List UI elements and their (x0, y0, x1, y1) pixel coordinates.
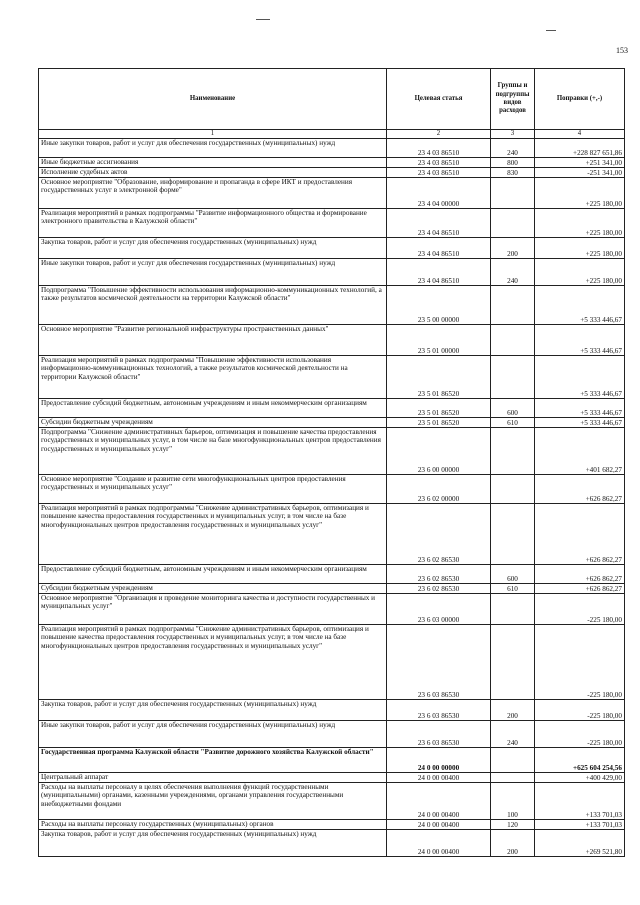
table-row (39, 286, 625, 325)
row-amendment: -225 180,00 (535, 594, 625, 625)
row-target-code: 23 4 04 00000 (387, 178, 491, 209)
row-group-code: 600 (491, 399, 535, 418)
row-target-code: 23 5 01 86520 (387, 399, 491, 418)
row-target-code: 24 0 00 00400 (387, 783, 491, 820)
row-amendment: +269 521,80 (535, 830, 625, 857)
row-target-code: 23 6 02 86530 (387, 584, 491, 594)
table-row (39, 158, 625, 168)
row-amendment: +225 180,00 (535, 209, 625, 238)
row-amendment: +5 333 446,67 (535, 325, 625, 356)
table-row (39, 721, 625, 748)
column-number: 1 (39, 130, 387, 139)
row-name: Иные бюджетные ассигнования (39, 158, 387, 168)
row-name: Иные закупки товаров, работ и услуг для обеспечения государственных (муниципальных) нужд (39, 139, 387, 158)
row-group-code (491, 286, 535, 325)
row-group-code (491, 428, 535, 475)
row-amendment: +626 862,27 (535, 475, 625, 504)
row-target-code: 23 5 01 86520 (387, 356, 491, 399)
row-target-code: 23 4 03 86510 (387, 139, 491, 158)
table-row (39, 565, 625, 584)
row-target-code: 23 5 00 00000 (387, 286, 491, 325)
row-name: Основное мероприятие "Создание и развитие сети многофункциональных центров предоставления государственных и муниципальных услуг" (39, 475, 387, 504)
row-group-code: 240 (491, 259, 535, 286)
row-amendment: +228 827 651,86 (535, 139, 625, 158)
header-name: Наименование (39, 69, 387, 130)
table-row (39, 700, 625, 721)
row-target-code: 23 6 03 86530 (387, 700, 491, 721)
row-amendment: +401 682,27 (535, 428, 625, 475)
row-name: Субсидии бюджетным учреждениям (39, 584, 387, 594)
row-amendment: +5 333 446,67 (535, 399, 625, 418)
table-row (39, 168, 625, 178)
row-group-code: 600 (491, 565, 535, 584)
row-group-code (491, 178, 535, 209)
table-row (39, 209, 625, 238)
row-group-code (491, 773, 535, 783)
scan-mark (546, 30, 556, 31)
row-amendment: -225 180,00 (535, 721, 625, 748)
row-name: Закупка товаров, работ и услуг для обеспечения государственных (муниципальных) нужд (39, 700, 387, 721)
column-number-row (39, 130, 625, 139)
table-row (39, 399, 625, 418)
row-target-code: 24 0 00 00000 (387, 748, 491, 773)
table-row (39, 625, 625, 700)
row-name: Основное мероприятие "Образование, информирование и пропаганда в сфере ИКТ и предоставления государственных услуг в электронной форме" (39, 178, 387, 209)
table-row (39, 178, 625, 209)
budget-table (38, 68, 625, 857)
row-target-code: 23 4 04 86510 (387, 259, 491, 286)
row-name: Субсидии бюджетным учреждениям (39, 418, 387, 428)
scan-mark (256, 19, 270, 20)
row-group-code: 240 (491, 139, 535, 158)
row-group-code (491, 356, 535, 399)
row-amendment: -225 180,00 (535, 700, 625, 721)
table-row (39, 356, 625, 399)
row-group-code: 240 (491, 721, 535, 748)
table-row (39, 428, 625, 475)
row-group-code: 200 (491, 238, 535, 259)
row-name: Закупка товаров, работ и услуг для обеспечения государственных (муниципальных) нужд (39, 830, 387, 857)
column-number: 2 (387, 130, 491, 139)
table-row (39, 325, 625, 356)
column-number: 4 (535, 130, 625, 139)
row-group-code (491, 209, 535, 238)
table-row (39, 475, 625, 504)
row-group-code: 100 (491, 783, 535, 820)
row-name: Исполнение судебных актов (39, 168, 387, 178)
row-group-code (491, 748, 535, 773)
row-name: Иные закупки товаров, работ и услуг для обеспечения государственных (муниципальных) нужд (39, 721, 387, 748)
row-amendment: +5 333 446,67 (535, 356, 625, 399)
row-amendment: +225 180,00 (535, 178, 625, 209)
row-name: Предоставление субсидий бюджетным, автономным учреждениям и иным некоммерческим организациям (39, 565, 387, 584)
row-name: Подпрограмма "Повышение эффективности использования информационно-коммуникационных технологий, а также результатов космической деятельности на территории Калужской области" (39, 286, 387, 325)
table-row (39, 748, 625, 773)
table-header-row (39, 69, 625, 130)
table-row (39, 139, 625, 158)
row-target-code: 23 4 04 86510 (387, 238, 491, 259)
row-group-code (491, 594, 535, 625)
page-number: 153 (616, 46, 628, 55)
column-number: 3 (491, 130, 535, 139)
row-amendment: -225 180,00 (535, 625, 625, 700)
row-target-code: 23 5 01 86520 (387, 418, 491, 428)
row-amendment: +625 604 254,56 (535, 748, 625, 773)
row-group-code: 830 (491, 168, 535, 178)
row-name: Основное мероприятие "Развитие региональной инфраструктуры пространственных данных" (39, 325, 387, 356)
row-amendment: +225 180,00 (535, 238, 625, 259)
row-group-code (491, 325, 535, 356)
row-amendment: +626 862,27 (535, 584, 625, 594)
row-name: Расходы на выплаты персоналу государственных (муниципальных) органов (39, 820, 387, 830)
row-target-code: 24 0 00 00400 (387, 830, 491, 857)
row-target-code: 23 5 01 00000 (387, 325, 491, 356)
row-group-code: 120 (491, 820, 535, 830)
row-amendment: +5 333 446,67 (535, 418, 625, 428)
row-name: Реализация мероприятий в рамках подпрограммы "Повышение эффективности использования информационно-коммуникационных технологий, а также результатов космической деятельности на территории Калужской области" (39, 356, 387, 399)
table-row (39, 418, 625, 428)
table-row (39, 594, 625, 625)
row-amendment: +626 862,27 (535, 565, 625, 584)
row-group-code: 610 (491, 418, 535, 428)
row-group-code (491, 475, 535, 504)
table-row (39, 830, 625, 857)
row-target-code: 24 0 00 00400 (387, 820, 491, 830)
row-name: Государственная программа Калужской области "Развитие дорожного хозяйства Калужской области" (39, 748, 387, 773)
table-row (39, 820, 625, 830)
table-row (39, 584, 625, 594)
row-target-code: 23 6 02 86530 (387, 504, 491, 565)
row-name: Расходы на выплаты персоналу в целях обеспечения выполнения функций государственными (муниципальными) органами, казенными учреждениями, органами управления государственными внебюджетными фондами (39, 783, 387, 820)
row-amendment: +626 862,27 (535, 504, 625, 565)
row-target-code: 24 0 00 00400 (387, 773, 491, 783)
header-amendment: Поправки (+,-) (535, 69, 625, 130)
table-row (39, 773, 625, 783)
row-target-code: 23 6 00 00000 (387, 428, 491, 475)
row-amendment: +133 701,03 (535, 820, 625, 830)
row-target-code: 23 6 03 86530 (387, 721, 491, 748)
row-amendment: +133 701,03 (535, 783, 625, 820)
row-amendment: +225 180,00 (535, 259, 625, 286)
row-group-code (491, 625, 535, 700)
row-target-code: 23 6 03 86530 (387, 625, 491, 700)
row-name: Реализация мероприятий в рамках подпрограммы "Развитие информационного общества и формирование электронного правительства в Калужской области" (39, 209, 387, 238)
row-name: Реализация мероприятий в рамках подпрограммы "Снижение административных барьеров, оптимизация и повышение качества предоставления государственных и муниципальных услуг, в том числе на базе многофункциональных центров предоставления государственных и муниципальных услуг" (39, 625, 387, 700)
row-name: Реализация мероприятий в рамках подпрограммы "Снижение административных барьеров, оптимизация и повышение качества предоставления государственных и муниципальных услуг, в том числе на базе многофункциональных центров предоставления государственных и муниципальных услуг" (39, 504, 387, 565)
table-row (39, 504, 625, 565)
table-row (39, 259, 625, 286)
row-name: Предоставление субсидий бюджетным, автономным учреждениям и иным некоммерческим организациям (39, 399, 387, 418)
row-group-code: 610 (491, 584, 535, 594)
row-name: Центральный аппарат (39, 773, 387, 783)
row-group-code: 200 (491, 830, 535, 857)
header-group: Группы и подгруппы видов расходов (491, 69, 535, 130)
row-group-code: 200 (491, 700, 535, 721)
row-name: Основное мероприятие "Организация и проведение мониторинга качества и доступности государственных и муниципальных услуг" (39, 594, 387, 625)
row-target-code: 23 6 02 86530 (387, 565, 491, 584)
table-row (39, 238, 625, 259)
row-amendment: +400 429,00 (535, 773, 625, 783)
row-name: Иные закупки товаров, работ и услуг для обеспечения государственных (муниципальных) нужд (39, 259, 387, 286)
row-name: Подпрограмма "Снижение административных барьеров, оптимизация и повышение качества предоставления государственных и муниципальных услуг, в том числе на базе многофункциональных центров предоставления государственных и муниципальных услуг" (39, 428, 387, 475)
row-amendment: -251 341,00 (535, 168, 625, 178)
table-row (39, 783, 625, 820)
row-target-code: 23 6 02 00000 (387, 475, 491, 504)
row-target-code: 23 4 04 86510 (387, 209, 491, 238)
row-name: Закупка товаров, работ и услуг для обеспечения государственных (муниципальных) нужд (39, 238, 387, 259)
row-target-code: 23 4 03 86510 (387, 168, 491, 178)
row-group-code: 800 (491, 158, 535, 168)
header-target: Целевая статья (387, 69, 491, 130)
row-target-code: 23 6 03 00000 (387, 594, 491, 625)
row-amendment: +251 341,00 (535, 158, 625, 168)
row-amendment: +5 333 446,67 (535, 286, 625, 325)
row-group-code (491, 504, 535, 565)
row-target-code: 23 4 03 86510 (387, 158, 491, 168)
